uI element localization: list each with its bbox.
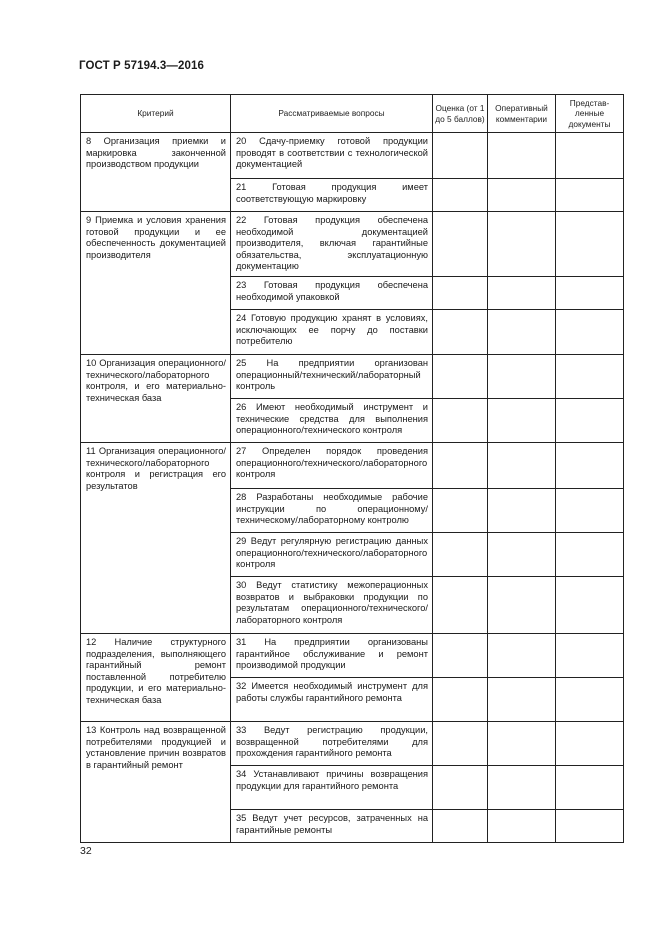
score-cell[interactable] [433,309,488,354]
question-cell: 25 На предприятии организован операционный/технический/лабораторный контроль [231,354,433,398]
comment-cell[interactable] [488,309,556,354]
documents-cell[interactable] [556,212,624,277]
comment-cell[interactable] [488,212,556,277]
documents-cell[interactable] [556,354,624,398]
question-cell: 31 На предприятии организованы гарантийное обслуживание и ремонт производимой продукции [231,633,433,677]
comment-cell[interactable] [488,179,556,212]
page-number: 32 [80,845,92,857]
documents-cell[interactable] [556,398,624,442]
criterion-cell: 9 Приемка и условия хранения готовой продукции и ее обеспеченность документацией производителя [81,212,231,355]
documents-cell[interactable] [556,133,624,179]
question-cell: 26 Имеют необходимый инструмент и технические средства для выполнения операционного/технического контроля [231,398,433,442]
documents-cell[interactable] [556,309,624,354]
score-cell[interactable] [433,212,488,277]
criterion-cell: 12 Наличие структурного подразделения, выполняющего гарантийный ремонт поставленной потребителю продукции, и его материально-техническая база [81,633,231,721]
score-cell[interactable] [433,765,488,809]
table-row [81,354,624,398]
evaluation-table [80,94,624,843]
documents-cell[interactable] [556,488,624,532]
table-row [81,633,624,677]
comment-cell[interactable] [488,765,556,809]
question-cell: 21 Готовая продукция имеет соответствующую маркировку [231,179,433,212]
documents-cell[interactable] [556,721,624,765]
document-header: ГОСТ Р 57194.3—2016 [79,60,204,72]
comment-cell[interactable] [488,576,556,633]
question-cell: 29 Ведут регулярную регистрацию данных операционного/технического/лабораторного контроля [231,532,433,576]
question-cell: 23 Готовая продукция обеспечена необходимой упаковкой [231,276,433,309]
score-cell[interactable] [433,633,488,677]
column-header-comments: Оперативный комментарии [488,95,556,133]
table-row [81,133,624,179]
documents-cell[interactable] [556,809,624,842]
table-header-row [81,95,624,133]
score-cell[interactable] [433,276,488,309]
score-cell[interactable] [433,809,488,842]
score-cell[interactable] [433,576,488,633]
question-cell: 34 Устанавливают причины возвращения продукции для гарантийного ремонта [231,765,433,809]
score-cell[interactable] [433,532,488,576]
comment-cell[interactable] [488,677,556,721]
comment-cell[interactable] [488,809,556,842]
question-cell: 30 Ведут статистику межоперационных возвратов и выбраковки продукции по результатам операционного/технического/лабораторного контроля [231,576,433,633]
criterion-cell: 10 Организация операционного/технического/лабораторного контроля, и его материально-техническая база [81,354,231,442]
score-cell[interactable] [433,677,488,721]
comment-cell[interactable] [488,633,556,677]
comment-cell[interactable] [488,276,556,309]
documents-cell[interactable] [556,576,624,633]
documents-cell[interactable] [556,276,624,309]
question-cell: 33 Ведут регистрацию продукции, возвращенной потребителями для прохождения гарантийного ремонта [231,721,433,765]
question-cell: 28 Разработаны необходимые рабочие инструкции по операционному/техническому/лабораторному контролю [231,488,433,532]
score-cell[interactable] [433,488,488,532]
documents-cell[interactable] [556,532,624,576]
comment-cell[interactable] [488,721,556,765]
documents-cell[interactable] [556,179,624,212]
question-cell: 22 Готовая продукция обеспечена необходимой документацией производителя, включая гарантийные обязательства, эксплуатационную документацию [231,212,433,277]
documents-cell[interactable] [556,677,624,721]
score-cell[interactable] [433,179,488,212]
criterion-cell: 8 Организация приемки и маркировка законченной производством продукции [81,133,231,212]
question-cell: 20 Сдачу-приемку готовой продукции проводят в соответствии с технологической документацией [231,133,433,179]
question-cell: 35 Ведут учет ресурсов, затраченных на гарантийные ремонты [231,809,433,842]
comment-cell[interactable] [488,133,556,179]
score-cell[interactable] [433,398,488,442]
comment-cell[interactable] [488,442,556,488]
comment-cell[interactable] [488,398,556,442]
documents-cell[interactable] [556,442,624,488]
criterion-cell: 13 Контроль над возвращенной потребителями продукцией и установление причин возвратов в гарантийный ремонт [81,721,231,842]
column-header-score: Оценка (от 1 до 5 баллов) [433,95,488,133]
question-cell: 24 Готовую продукцию хранят в условиях, исключающих ее порчу до поставки потребителю [231,309,433,354]
question-cell: 32 Имеется необходимый инструмент для работы службы гарантийного ремонта [231,677,433,721]
question-cell: 27 Определен порядок проведения операционного/технического/лабораторного контроля [231,442,433,488]
comment-cell[interactable] [488,532,556,576]
comment-cell[interactable] [488,488,556,532]
documents-cell[interactable] [556,633,624,677]
score-cell[interactable] [433,133,488,179]
criterion-cell: 11 Организация операционного/технического/лабораторного контроля и регистрация его результатов [81,442,231,633]
score-cell[interactable] [433,721,488,765]
column-header-questions: Рассматриваемые вопросы [231,95,433,133]
score-cell[interactable] [433,442,488,488]
documents-cell[interactable] [556,765,624,809]
comment-cell[interactable] [488,354,556,398]
table-row [81,212,624,277]
column-header-criterion: Критерий [81,95,231,133]
column-header-documents: Представ-ленные документы [556,95,624,133]
score-cell[interactable] [433,354,488,398]
table-row [81,721,624,765]
table-row [81,442,624,488]
